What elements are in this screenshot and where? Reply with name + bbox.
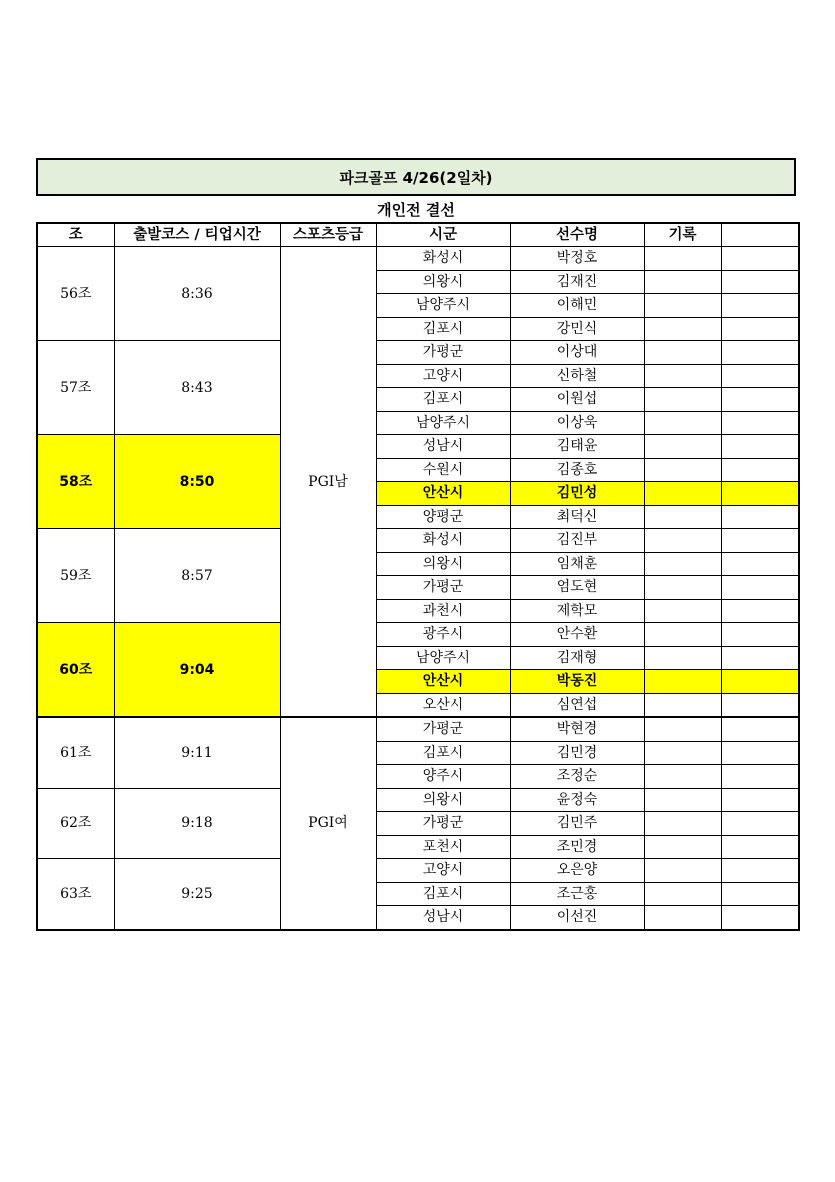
record-cell (644, 788, 721, 812)
player-name: 김민성 (510, 482, 644, 506)
record-cell (644, 599, 721, 623)
record-cell (644, 741, 721, 765)
extra-cell (721, 599, 799, 623)
group-number: 61조 (37, 717, 114, 788)
table-row (37, 529, 799, 553)
tee-time: 8:43 (114, 341, 280, 435)
header-grade: 스포츠등급 (280, 223, 376, 247)
record-cell (644, 552, 721, 576)
player-name: 이원섭 (510, 388, 644, 412)
table-subtitle: 개인전 결선 (377, 201, 455, 219)
player-name: 제학모 (510, 599, 644, 623)
extra-cell (721, 859, 799, 883)
player-name: 신하철 (510, 364, 644, 388)
player-name: 이상욱 (510, 411, 644, 435)
player-city: 성남시 (376, 435, 510, 459)
extra-cell (721, 717, 799, 741)
player-name: 박현경 (510, 717, 644, 741)
record-cell (644, 646, 721, 670)
player-city: 김포시 (376, 741, 510, 765)
record-cell (644, 435, 721, 459)
record-cell (644, 576, 721, 600)
table-row (37, 717, 799, 741)
record-cell (644, 623, 721, 647)
player-city: 성남시 (376, 906, 510, 930)
extra-cell (721, 529, 799, 553)
extra-cell (721, 623, 799, 647)
header-extra (721, 223, 799, 247)
player-city: 김포시 (376, 388, 510, 412)
schedule-body (37, 247, 799, 930)
record-cell (644, 411, 721, 435)
record-cell (644, 812, 721, 836)
extra-cell (721, 693, 799, 717)
extra-cell (721, 388, 799, 412)
record-cell (644, 859, 721, 883)
tee-time: 9:25 (114, 859, 280, 930)
record-cell (644, 247, 721, 271)
player-city: 의왕시 (376, 270, 510, 294)
extra-cell (721, 317, 799, 341)
player-city: 과천시 (376, 599, 510, 623)
player-city: 양평군 (376, 505, 510, 529)
player-city: 화성시 (376, 529, 510, 553)
table-row (37, 623, 799, 647)
tee-time: 9:18 (114, 788, 280, 859)
player-city: 남양주시 (376, 646, 510, 670)
record-cell (644, 765, 721, 789)
player-name: 김진부 (510, 529, 644, 553)
player-city: 의왕시 (376, 788, 510, 812)
extra-cell (721, 458, 799, 482)
player-name: 조근홍 (510, 882, 644, 906)
table-row (37, 788, 799, 812)
header-record: 기록 (644, 223, 721, 247)
player-name: 심연섭 (510, 693, 644, 717)
header-city: 시군 (376, 223, 510, 247)
extra-cell (721, 364, 799, 388)
player-city: 안산시 (376, 670, 510, 694)
tee-time: 8:50 (114, 435, 280, 529)
record-cell (644, 693, 721, 717)
player-name: 조민경 (510, 835, 644, 859)
player-name: 김재진 (510, 270, 644, 294)
record-cell (644, 717, 721, 741)
tee-time: 8:57 (114, 529, 280, 623)
record-cell (644, 458, 721, 482)
player-name: 임채훈 (510, 552, 644, 576)
player-city: 고양시 (376, 859, 510, 883)
extra-cell (721, 765, 799, 789)
extra-cell (721, 411, 799, 435)
player-city: 광주시 (376, 623, 510, 647)
extra-cell (721, 341, 799, 365)
player-name: 김민주 (510, 812, 644, 836)
extra-cell (721, 294, 799, 318)
record-cell (644, 529, 721, 553)
player-city: 안산시 (376, 482, 510, 506)
record-cell (644, 906, 721, 930)
extra-cell (721, 505, 799, 529)
player-city: 포천시 (376, 835, 510, 859)
group-number: 60조 (37, 623, 114, 718)
player-city: 화성시 (376, 247, 510, 271)
header-player-name: 선수명 (510, 223, 644, 247)
table-row (37, 859, 799, 883)
player-name: 윤정숙 (510, 788, 644, 812)
table-row (37, 247, 799, 271)
player-name: 김재형 (510, 646, 644, 670)
player-name: 김종호 (510, 458, 644, 482)
extra-cell (721, 906, 799, 930)
extra-cell (721, 270, 799, 294)
player-name: 강민식 (510, 317, 644, 341)
group-number: 59조 (37, 529, 114, 623)
tee-time: 9:11 (114, 717, 280, 788)
player-name: 안수환 (510, 623, 644, 647)
extra-cell (721, 247, 799, 271)
extra-cell (721, 435, 799, 459)
record-cell (644, 505, 721, 529)
record-cell (644, 341, 721, 365)
player-city: 양주시 (376, 765, 510, 789)
player-name: 박정호 (510, 247, 644, 271)
extra-cell (721, 576, 799, 600)
player-name: 김민경 (510, 741, 644, 765)
player-name: 오은양 (510, 859, 644, 883)
player-name: 이해민 (510, 294, 644, 318)
sports-grade: PGI남 (280, 247, 376, 718)
player-city: 가평군 (376, 717, 510, 741)
extra-cell (721, 552, 799, 576)
player-name: 이선진 (510, 906, 644, 930)
group-number: 57조 (37, 341, 114, 435)
record-cell (644, 482, 721, 506)
player-name: 이상대 (510, 341, 644, 365)
record-cell (644, 835, 721, 859)
record-cell (644, 882, 721, 906)
group-number: 62조 (37, 788, 114, 859)
header-jo: 조 (37, 223, 114, 247)
group-number: 58조 (37, 435, 114, 529)
record-cell (644, 317, 721, 341)
player-name: 조정순 (510, 765, 644, 789)
player-city: 가평군 (376, 341, 510, 365)
player-city: 수원시 (376, 458, 510, 482)
header-start-time: 출발코스 / 티업시간 (114, 223, 280, 247)
table-row (37, 341, 799, 365)
tee-time: 8:36 (114, 247, 280, 341)
player-name: 김태윤 (510, 435, 644, 459)
group-number: 63조 (37, 859, 114, 930)
player-city: 가평군 (376, 812, 510, 836)
player-name: 최덕신 (510, 505, 644, 529)
player-city: 남양주시 (376, 294, 510, 318)
player-city: 의왕시 (376, 552, 510, 576)
record-cell (644, 364, 721, 388)
extra-cell (721, 882, 799, 906)
extra-cell (721, 482, 799, 506)
extra-cell (721, 812, 799, 836)
group-number: 56조 (37, 247, 114, 341)
extra-cell (721, 835, 799, 859)
schedule-table (36, 222, 800, 931)
player-city: 김포시 (376, 882, 510, 906)
player-city: 남양주시 (376, 411, 510, 435)
extra-cell (721, 646, 799, 670)
record-cell (644, 294, 721, 318)
extra-cell (721, 670, 799, 694)
table-row (37, 435, 799, 459)
extra-cell (721, 741, 799, 765)
player-city: 오산시 (376, 693, 510, 717)
player-name: 박동진 (510, 670, 644, 694)
player-city: 김포시 (376, 317, 510, 341)
player-city: 고양시 (376, 364, 510, 388)
player-name: 엄도현 (510, 576, 644, 600)
player-city: 가평군 (376, 576, 510, 600)
record-cell (644, 388, 721, 412)
record-cell (644, 270, 721, 294)
header-row (37, 223, 799, 247)
extra-cell (721, 788, 799, 812)
page-title: 파크골프 4/26(2일차) (36, 158, 796, 196)
sports-grade: PGI여 (280, 717, 376, 930)
tee-time: 9:04 (114, 623, 280, 718)
record-cell (644, 670, 721, 694)
